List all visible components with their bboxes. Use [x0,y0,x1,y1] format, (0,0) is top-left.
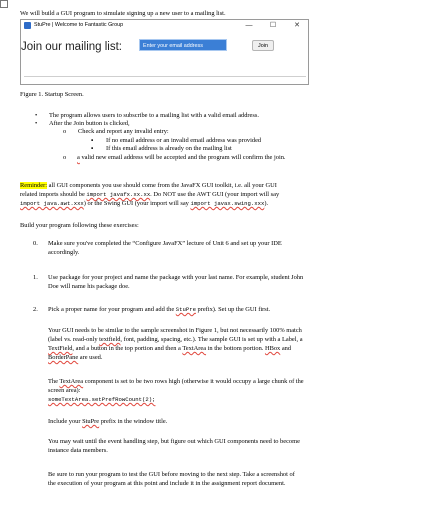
sub-bullet-marker: o [63,154,67,161]
sub-sub-bullet-2: If this email address is already on the mailing list [106,145,232,152]
figure-caption: Figure 1. Startup Screen. [20,91,84,98]
sub-bullet-1: Check and report any invalid entry: [78,128,169,135]
intro-text: We will build a GUI program to simulate signing up a new user to a mailing list. [20,10,226,17]
email-input[interactable]: Enter your email address [140,40,226,50]
reminder-line-1: Reminder: all GUI components you use should come from the JavaFX GUI toolkit, i.e. all your GUI [20,182,277,189]
reminder-line-2: related imports should be import javafx.xx.xx. Do NOT use the AWT GUI (your import will say [20,191,280,198]
minimize-icon[interactable]: — [245,22,253,29]
step-1-line-1: Use package for your project and name the package with your last name. For example, student John [48,274,304,281]
step-0-number: 0. [33,240,38,247]
sub-bullet-marker: o [63,128,67,135]
para3-line: Include your StuPre prefix in the window title. [48,418,168,425]
maximize-icon[interactable]: ☐ [269,22,277,29]
close-icon[interactable]: ✕ [294,22,300,29]
sub-sub-bullet-marker: ▪ [91,137,94,144]
para2-line-2: screen area): [48,387,81,394]
join-label: Join our mailing list: [21,41,122,53]
step-1-number: 1. [33,274,38,281]
app-icon [24,22,31,29]
build-heading: Build your program following these exercises: [20,222,139,229]
step-1-line-2: Doe will name his package doe. [48,283,130,290]
sub-sub-bullet-1: If no email address or an invalid email address was provided [106,137,262,144]
para1-line-2: (label vs. read-only textfield, font, padding, spacing, etc.). The sample GUI is set up with a Label, a [48,336,303,343]
para1-line-1: Your GUI needs to be similar to the sample screenshot in Figure 1, but not necessarily 100% match [48,327,302,334]
step-0-line-1: Make sure you've completed the “Configure JavaFX” lecture of Unit 6 and set up your IDE [48,240,282,247]
para2-line-1: The TextArea component is set to be two rows high (otherwise it would occupy a large chunk of the [48,378,304,385]
join-button[interactable]: Join [252,40,274,51]
para1-line-4: BorderPane are used. [48,354,103,361]
sub-sub-bullet-marker: ▪ [91,145,94,152]
page-corner-mark [0,0,8,8]
para1-line-3: TextField, and a button in the top portion and then a TextArea in the bottom portion. HBox and [48,345,292,352]
output-textarea[interactable] [24,76,306,83]
para4-line-2: instance data members. [48,447,108,454]
step-0-line-2: accordingly. [48,249,80,256]
bullet-dot: • [35,120,38,127]
step-2-number: 2. [33,306,38,313]
bullet-dot: • [35,112,38,119]
sub-bullet-2: a valid new email address will be accepted and the program will confirm the join. [77,154,286,161]
sample-window [20,19,309,85]
code-snippet: someTextArea.setPrefRowCount(2); [48,396,156,403]
bullet-2: After the Join button is clicked, [49,120,130,127]
window-content [21,32,308,84]
para5-line-2: the execution of your program at this point and include it in the assignment report document. [48,480,286,487]
window-titlebar [21,20,308,32]
reminder-line-3: import java.awt.xxx) or the Swing GUI (your import will say import javax.swing.xxx). [20,200,269,207]
para5-line-1: Be sure to run your program to test the GUI before moving to the next step. Take a screenshot of [48,471,295,478]
step-2-line-1: Pick a proper name for your program and add the StuPre prefix). Set up the GUI first. [48,306,271,313]
para4-line-1: You may wait until the event handling step, but figure out which GUI components need to become [48,438,300,445]
window-title: StuPre | Welcome to Fantastic Group [34,22,124,28]
bullet-1: The program allows users to subscribe to a mailing list with a valid email address. [49,112,259,119]
